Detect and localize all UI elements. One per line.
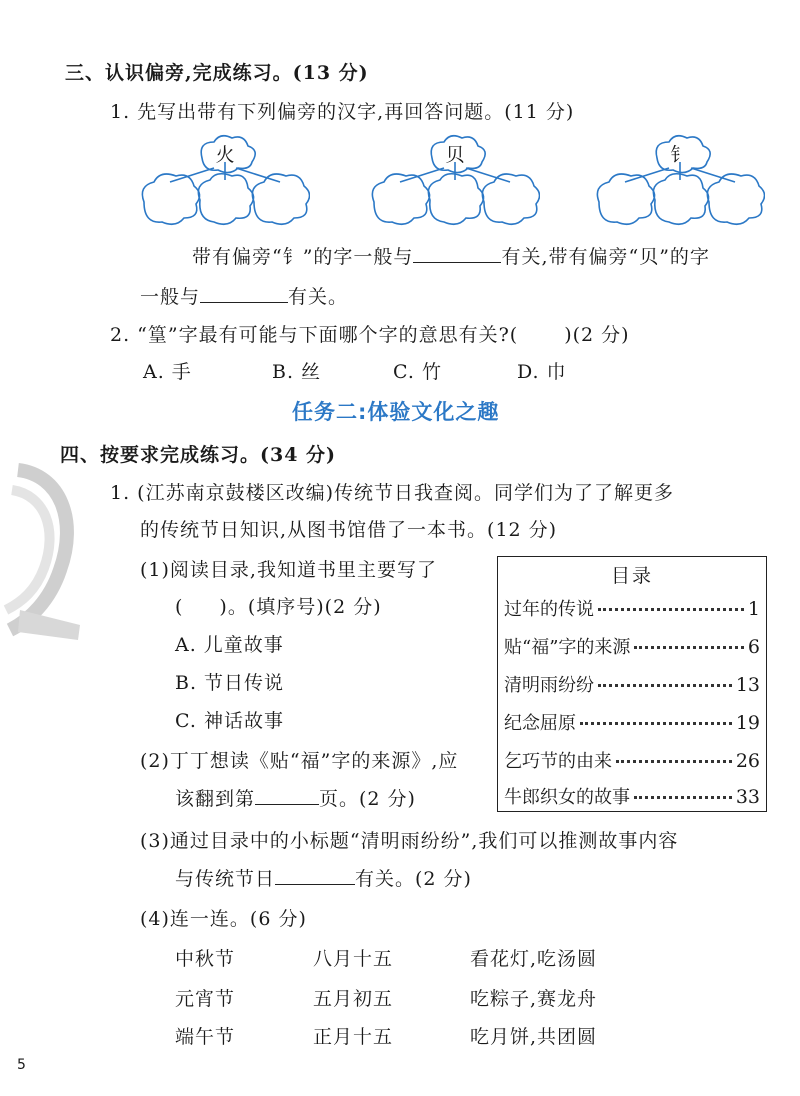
toc-entry [504, 783, 760, 809]
toc-entry [504, 595, 760, 621]
toc-entry [504, 671, 760, 697]
answer-blank[interactable] [275, 865, 355, 885]
question-text: 与传统节日 [175, 868, 276, 890]
sub3-line2 [175, 864, 472, 891]
page-number: 5 [17, 1057, 26, 1073]
festival-item[interactable]: 端午节 [175, 1026, 236, 1048]
date-item[interactable]: 五月初五 [313, 988, 394, 1010]
question-text: )(2 分) [564, 324, 630, 346]
toc-entry-page: 13 [735, 674, 760, 696]
table-of-contents [497, 556, 767, 812]
fill-line-b [140, 282, 348, 309]
custom-item[interactable]: 看花灯,吃汤圆 [470, 948, 598, 970]
sub1-line2 [175, 592, 382, 619]
section3-question1: 1. 先写出带有下列偏旁的汉字,再回答问题。(11 分) [110, 101, 575, 123]
question-text: 该翻到第 [175, 788, 256, 810]
sub2-line2 [175, 784, 416, 811]
festival-item[interactable]: 中秋节 [175, 948, 236, 970]
toc-entry-label: 乞巧节的由来 [504, 751, 612, 772]
leader-dots [598, 684, 732, 687]
custom-item[interactable]: 吃月饼,共团圆 [470, 1026, 598, 1048]
radical-cloud-diagram-2 [370, 130, 540, 235]
fill-line-a [192, 242, 710, 269]
section4-q1-line2: 的传统节日知识,从图书馆借了一本书。(12 分) [140, 519, 558, 541]
toc-entry-page: 26 [735, 750, 760, 772]
answer-blank[interactable] [200, 283, 288, 303]
leader-dots [598, 608, 744, 611]
task2-title: 任务二:体验文化之趣 [292, 400, 500, 424]
toc-entry [504, 633, 760, 659]
question-text: 页。(2 分) [319, 788, 416, 810]
radical-label: 钅 [670, 144, 690, 166]
radical-label: 火 [215, 144, 235, 166]
section3-question2 [110, 320, 630, 347]
sub1-option-a[interactable]: A. 儿童故事 [175, 634, 284, 656]
sub1-line1: (1)阅读目录,我知道书里主要写了 [140, 559, 437, 581]
option-a[interactable]: A. 手 [143, 361, 192, 383]
toc-entry-page: 19 [735, 712, 760, 734]
sub2-line1: (2)丁丁想读《贴“福”字的来源》,应 [140, 750, 459, 772]
section4-title: 四、按要求完成练习。(34 分) [60, 444, 337, 466]
leader-dots [634, 796, 732, 799]
toc-entry-label: 贴“福”字的来源 [504, 637, 631, 658]
toc-entry-page: 6 [747, 636, 760, 658]
sub4-title: (4)连一连。(6 分) [140, 908, 307, 930]
question-text: )。(填序号)(2 分) [219, 596, 382, 618]
section4-q1-line1: 1. (江苏南京鼓楼区改编)传统节日我查阅。同学们为了了解更多 [110, 482, 674, 504]
toc-entry-page: 1 [747, 598, 760, 620]
leader-dots [580, 722, 732, 725]
radical-cloud-diagram-1 [140, 130, 310, 235]
toc-entry [504, 709, 760, 735]
radical-cloud-diagram-3 [595, 130, 765, 235]
fill-text: 有关。 [288, 286, 349, 308]
radical-label: 贝 [445, 144, 465, 166]
answer-blank[interactable] [413, 243, 501, 263]
custom-item[interactable]: 吃粽子,赛龙舟 [470, 988, 598, 1010]
option-d[interactable]: D. 巾 [517, 361, 567, 383]
fill-text: 有关,带有偏旁“贝”的字 [501, 246, 710, 268]
fill-text: 带有偏旁“钅”的字一般与 [192, 246, 414, 268]
toc-entry-label: 纪念屈原 [504, 713, 576, 734]
date-item[interactable]: 正月十五 [313, 1026, 394, 1048]
section3-title: 三、认识偏旁,完成练习。(13 分) [65, 62, 369, 84]
toc-entry-label: 清明雨纷纷 [504, 675, 594, 696]
option-c[interactable]: C. 竹 [393, 361, 442, 383]
leader-dots [634, 646, 744, 649]
sub1-option-b[interactable]: B. 节日传说 [175, 672, 285, 694]
sub1-option-c[interactable]: C. 神话故事 [175, 710, 284, 732]
toc-entry [504, 747, 760, 773]
toc-title: 目录 [610, 565, 653, 587]
question-text: 2. “篁”字最有可能与下面哪个字的意思有关?( [110, 324, 519, 346]
toc-entry-label: 牛郎织女的故事 [504, 787, 630, 808]
decorative-swirl-graphic [0, 450, 90, 650]
answer-blank[interactable] [255, 785, 319, 805]
sub3-line1: (3)通过目录中的小标题“清明雨纷纷”,我们可以推测故事内容 [140, 830, 679, 852]
fill-text: 一般与 [140, 286, 201, 308]
festival-item[interactable]: 元宵节 [175, 988, 236, 1010]
toc-entry-label: 过年的传说 [504, 599, 594, 620]
question-text: 有关。(2 分) [355, 868, 472, 890]
option-b[interactable]: B. 丝 [272, 361, 322, 383]
toc-entry-page: 33 [735, 786, 760, 808]
question-text: ( [175, 596, 184, 618]
date-item[interactable]: 八月十五 [313, 948, 394, 970]
leader-dots [616, 760, 732, 763]
